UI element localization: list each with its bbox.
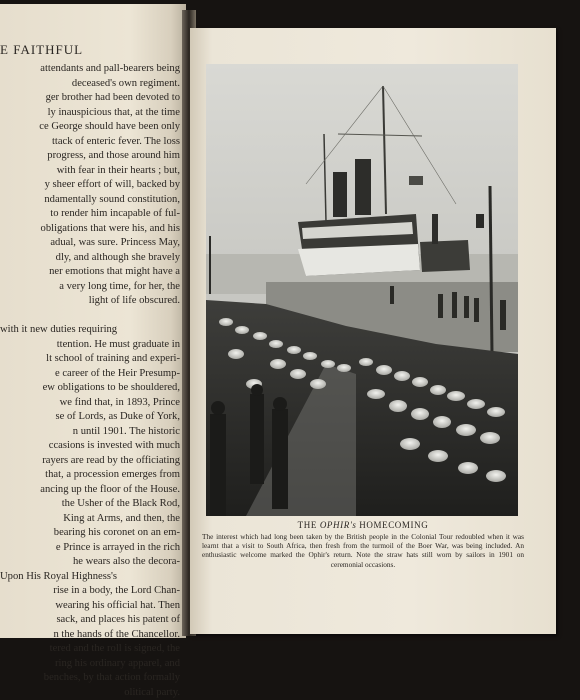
photo-caption: [202, 520, 524, 569]
caption-title: [202, 520, 524, 530]
left-page-line: ger brother had been devoted to: [0, 91, 180, 106]
left-page-line: adual, was sure. Princess May,: [0, 236, 180, 251]
left-page-line: with fear in their hearts ; but,: [0, 164, 180, 179]
ophir-homecoming-photo: [206, 64, 518, 516]
left-page-line: King at Arms, and then, the: [0, 512, 180, 527]
left-page-line: ew obligations to be shouldered,: [0, 381, 180, 396]
left-page-line: ndamentally sound constitution,: [0, 193, 180, 208]
left-page-line: the Usher of the Black Rod,: [0, 497, 180, 512]
left-page-line: obligations that were his, and his: [0, 222, 180, 237]
left-page-line: to render him incapable of ful-: [0, 207, 180, 222]
left-page-line: n until 1901. The historic: [0, 425, 180, 440]
left-page-line: ly inauspicious that, at the time: [0, 106, 180, 121]
left-page-line: bearing his coronet on an em-: [0, 526, 180, 541]
left-page-line: he wears also the decora-: [0, 555, 180, 570]
left-page-line: se of Lords, as Duke of York,: [0, 410, 180, 425]
left-page-line: tered and the roll is signed, the: [0, 642, 180, 657]
left-page-line: ccasions is invested with much: [0, 439, 180, 454]
left-page-line: ner emotions that might have a: [0, 265, 180, 280]
caption-title-prefix: THE: [298, 520, 320, 530]
left-page-line: wearing his official hat. Then: [0, 599, 180, 614]
left-page-line: ttention. He must graduate in: [0, 338, 180, 353]
left-page-line: e career of the Heir Presump-: [0, 367, 180, 382]
caption-body: The interest which had long been taken by the British people in the Colonial Tour redoubled when it was learnt that a visit to South Africa, then fresh from the turmoil of the Boer War, was being included. An enthusiastic welcome marked the Ophir's return. Note the straw hats still worn by sailors in 1901 on ceremonial occasions.: [202, 532, 524, 569]
left-page-line: with it new duties requiring: [0, 323, 180, 338]
left-page-line: benches, by that action formally: [0, 671, 180, 686]
left-page-line: Upon His Royal Highness's: [0, 570, 180, 585]
caption-title-ship: OPHIR's: [320, 520, 357, 530]
left-page-body: [0, 62, 180, 700]
left-page-line: y sheer effort of will, backed by: [0, 178, 180, 193]
left-page-line: ring his ordinary apparel, and: [0, 657, 180, 672]
caption-title-suffix: HOMECOMING: [356, 520, 428, 530]
left-page-line: ancing up the floor of the House.: [0, 483, 180, 498]
left-page-line: rayers are read by the officiating: [0, 454, 180, 469]
running-head: E FAITHFUL: [0, 42, 83, 58]
left-page-line: sack, and places his patent of: [0, 613, 180, 628]
left-page-line: light of life obscured.: [0, 294, 180, 309]
left-page-line: lt school of training and experi-: [0, 352, 180, 367]
left-page-line: rise in a body, the Lord Chan-: [0, 584, 180, 599]
left-page-line: a very long time, for her, the: [0, 280, 180, 295]
left-page-line: olitical party.: [0, 686, 180, 700]
left-page-line: attendants and pall-bearers being: [0, 62, 180, 77]
left-page-line: ce George should have been only: [0, 120, 180, 135]
left-page-line: ttack of enteric fever. The loss: [0, 135, 180, 150]
left-page: [0, 4, 186, 638]
left-page-line: deceased's own regiment.: [0, 77, 180, 92]
left-page-line: dly, and although she bravely: [0, 251, 180, 266]
left-page-line: [0, 309, 180, 324]
right-page: [190, 28, 556, 634]
left-page-line: n the hands of the Chancellor.: [0, 628, 180, 643]
left-page-line: we find that, in 1893, Prince: [0, 396, 180, 411]
left-page-line: progress, and those around him: [0, 149, 180, 164]
left-page-line: e Prince is arrayed in the rich: [0, 541, 180, 556]
left-page-line: that, a procession emerges from: [0, 468, 180, 483]
